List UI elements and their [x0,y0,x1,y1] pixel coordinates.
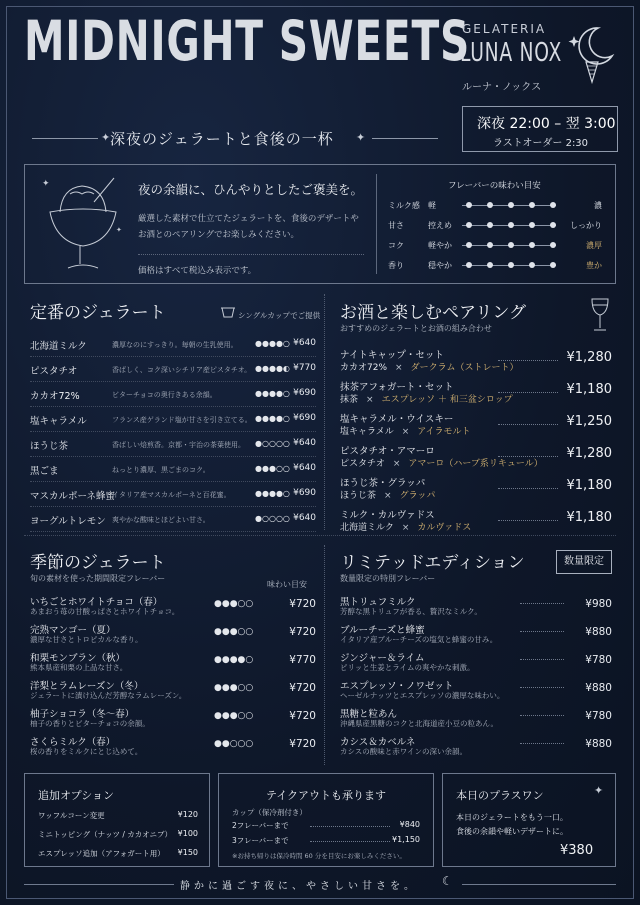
brand-name: LUNA NOX [460,38,563,68]
classic-row-divider [30,406,316,407]
limited-badge: 数量限定 [556,550,612,574]
flavor-scale-dot [529,202,535,208]
flavor-row-right: 豊か [586,261,602,270]
seasonal-item-rating: ●●●●○ [214,655,254,665]
pairing-leader [498,456,558,457]
flavor-scale-dot [487,242,493,248]
takeout-item-name: 3フレーバーまで [232,836,289,845]
pairing-item-name: 抹茶アフォガート・セット [340,382,454,393]
seasonal-item-desc: ジェラートに漬け込んだ芳醇なラムレーズン。 [30,691,187,700]
flavor-row-left: 軽やか [428,241,452,250]
pairing-item-name: 塩キャラメル・ウイスキー [340,414,454,425]
pairing-item-drink: グラッパ [399,491,436,501]
pairing-item-name: ピスタチオ・アマーロ [340,446,435,457]
limited-item-price: ¥780 [585,654,612,666]
flavor-scale-dot [550,222,556,228]
limited-item-price: ¥780 [585,710,612,722]
option-item-price: ¥100 [177,829,198,838]
takeout-item-price: ¥1,150 [392,835,420,844]
takeout-note: ※お持ち帰りは保冷時間 60 分を目安にお楽しみください。 [232,852,406,860]
pairing-item-combo [340,360,518,373]
pairing-item-combo [340,424,470,437]
pairing-item-name: ほうじ茶・グラッパ [340,478,426,489]
classic-item-rating: ●●●●○ [255,489,290,498]
svg-text:✦: ✦ [116,226,122,234]
flavor-scale-dot [466,222,472,228]
flavor-scale-dot [529,262,535,268]
flavor-row-right: 濃厚 [586,241,602,250]
seasonal-item-rating: ●●○○○ [214,739,254,749]
pairing-item-price: ¥1,180 [566,478,612,493]
pairing-leader [498,360,558,361]
classic-item-name: ほうじ茶 [30,441,69,452]
flavor-guide-title: フレーバーの味わい目安 [448,181,541,191]
pairing-item-price: ¥1,250 [566,414,612,429]
flavor-scale-dot [508,262,514,268]
limited-leader [520,603,564,604]
pairing-item-price: ¥1,280 [566,446,612,461]
classic-item-price: ¥690 [293,388,316,398]
classic-item-price: ¥690 [293,413,316,423]
plusone-line-1: 本日のジェラートをもう一口。 [456,813,568,822]
section-divider [24,535,616,536]
classic-row-divider [30,431,316,432]
classic-item-desc: フランス産ゲランド塩が甘さを引き立てる。 [112,416,252,424]
classic-item-name: 塩キャラメル [30,416,87,427]
limited-item-name: エスプレッソ・ノワゼット [340,681,454,692]
footer-rule-right [462,884,616,885]
flavor-row-right: 濃 [594,201,602,210]
flavor-scale-dot [466,262,472,268]
limited-item-name: カシス＆カベルネ [340,737,416,748]
takeout-sub: カップ（保冷剤付き） [232,808,307,817]
plusone-price: ¥380 [560,843,594,858]
classic-row-divider [30,506,316,507]
intro-divider [138,254,364,255]
pairing-times: × [401,523,410,533]
option-item-name: ワッフルコーン変更 [38,811,105,820]
seasonal-item-name: 柚子ショコラ（冬〜春） [30,709,135,720]
limited-leader [520,631,564,632]
classic-row-divider [30,531,316,532]
intro-body-2: お酒とのペアリングでお楽しみください。 [138,230,299,240]
classic-item-desc: 爽やかな酸味とほどよい甘さ。 [112,516,210,524]
limited-leader [520,715,564,716]
flavor-row-left: 穏やか [428,261,452,270]
flavor-scale-dot [550,262,556,268]
seasonal-item-price: ¥720 [289,598,316,610]
classic-item-price: ¥640 [293,438,316,448]
classic-row-divider [30,356,316,357]
limited-item-desc: ピリッと生姜とライムの爽やかな刺激。 [340,663,475,672]
limited-item-name: 黒トリュフミルク [340,597,416,608]
pairing-item-drink: カルヴァドス [417,523,472,533]
column-divider-2 [324,545,325,765]
flavor-row-right: しっかり [570,221,602,230]
footer-text: 静かに過ごす夜に、やさしい甘さを。 [180,881,418,892]
classic-item-rating: ●●●●○ [255,414,290,423]
gelato-glass-icon [36,172,130,276]
pairing-item-name: ミルク・カルヴァドス [340,510,435,521]
pairing-item-gelato: 抹茶 [340,395,359,405]
flavor-scale-dot [550,202,556,208]
hours-text: 深夜 22:00 – 翌 3:00 [477,116,616,132]
classic-item-price: ¥770 [293,363,316,373]
seasonal-item-price: ¥720 [289,738,316,750]
classic-row-divider [30,381,316,382]
seasonal-item-name: いちごとホワイトチョコ（春） [30,597,163,608]
classic-item-name: ピスタチオ [30,366,78,377]
classic-item-rating: ●○○○○ [255,439,290,448]
classic-item-desc: 香ばしく、コク深いシチリア産ピスタチオ。 [112,366,252,374]
pairing-item-combo [340,520,471,533]
page-subtitle: 深夜のジェラートと食後の一杯 [110,130,334,148]
classic-item-rating: ●●●●◐ [255,364,290,373]
flavor-scale-dot [466,202,472,208]
classic-item-rating: ●○○○○ [255,514,290,523]
subtitle-rule-right [372,138,438,139]
classic-item-desc: ねっとり濃厚、黒ごまのコク。 [112,466,210,474]
classic-item-name: ヨーグルトレモン [30,516,106,527]
plusone-title: 本日のプラスワン [456,789,544,802]
seasonal-item-rating: ●●●○○ [214,683,254,693]
limited-item-name: 黒糖と粒あん [340,709,398,720]
limited-leader [520,743,564,744]
classic-item-rating: ●●●●○ [255,339,290,348]
option-item-name: ミニトッピング（ナッツ / カカオニブ） [38,830,173,839]
wine-glass-icon [588,297,612,333]
seasonal-item-name: 洋梨とラムレーズン（冬） [30,681,144,692]
flavor-row-label: ミルク感 [388,201,420,210]
intro-body-1: 厳選した素材で仕立てたジェラートを、食後のデザートや [138,214,359,224]
flavor-scale-dot [529,242,535,248]
limited-sub: 数量限定の特別フレーバー [340,574,436,583]
footer-rule-left [24,884,174,885]
flavor-scale-dot [466,242,472,248]
flavor-scale-dot [508,202,514,208]
svg-text:✦: ✦ [42,179,50,189]
pairing-item-combo [340,456,543,469]
flavor-row-label: 甘さ [388,221,404,230]
pairing-item-combo [340,488,435,501]
takeout-title: テイクアウトも承ります [265,789,386,802]
pairing-times: × [395,363,403,373]
pairing-leader [498,520,558,521]
classic-item-desc: 濃厚なのにすっきり。毎朝の生乳使用。 [112,341,238,349]
moon-icon: ☾ [442,874,453,888]
limited-item-name: ブルーチーズと蜂蜜 [340,625,425,636]
classic-item-rating: ●●●○○ [255,464,290,473]
option-item-price: ¥150 [177,848,198,857]
tax-note: 価格はすべて税込み表示です。 [138,266,257,276]
seasonal-item-name: 和栗モンブラン（秋） [30,653,126,664]
seasonal-item-name: 完熟マンゴー（夏） [30,625,116,636]
limited-item-price: ¥880 [585,682,612,694]
classic-item-desc: イタリア産マスカルポーネと百花蜜。 [112,491,231,499]
intro-heading: 夜の余韻に、ひんやりとしたご褒美を。 [138,182,364,197]
limited-item-desc: 芳醇な黒トリュフが香る、贅沢なミルク。 [340,607,482,616]
hours-box [462,106,618,152]
pairing-times: × [384,491,392,501]
flavor-row-left: 軽 [428,201,436,210]
pairing-item-combo [340,392,513,405]
pairing-times: × [401,427,410,437]
classic-item-name: カカオ72% [30,391,80,402]
pairing-item-gelato: カカオ72% [340,363,388,373]
pairing-leader [498,424,558,425]
classic-item-name: 黒ごま [30,466,59,477]
cup-icon [220,305,236,319]
classic-item-price: ¥690 [293,488,316,498]
pairing-item-price: ¥1,280 [566,350,612,365]
pairing-times: × [392,459,401,469]
pairing-times: × [366,395,374,405]
seasonal-item-rating: ●●●○○ [214,711,254,721]
flavor-scale-dot [550,242,556,248]
classic-item-price: ¥640 [293,463,316,473]
flavor-scale-dot [487,202,493,208]
seasonal-sub: 旬の素材を使った期間限定フレーバー [30,574,166,583]
seasonal-item-desc: 濃厚な甘さとトロピカルな香り。 [30,635,143,644]
classic-item-rating: ●●●●○ [255,389,290,398]
classic-note: シングルカップでご提供 [238,311,321,320]
classic-row-divider [30,481,316,482]
pairing-sub: おすすめのジェラートとお酒の組み合わせ [340,324,492,333]
limited-item-desc: 沖縄県産黒糖のコクと北海道産小豆の粒あん。 [340,719,498,728]
pairing-item-gelato: 北海道ミルク [340,523,394,533]
classic-item-desc: 香ばしい焙煎香。京都・宇治の茶葉使用。 [112,441,245,449]
flavor-row-left: 控えめ [428,221,452,230]
diamond-icon: ✦ [101,131,111,144]
seasonal-item-desc: 熊本県産和栗の上品な甘さ。 [30,663,128,672]
seasonal-item-price: ¥770 [289,654,316,666]
subtitle-rule-left [32,138,98,139]
classic-item-name: 北海道ミルク [30,341,87,352]
diamond-icon: ✦ [356,131,366,144]
flavor-scale-dot [487,262,493,268]
limited-leader [520,687,564,688]
seasonal-item-name: さくらミルク（春） [30,737,116,748]
column-divider [324,294,325,530]
classic-title: 定番のジェラート [30,303,166,323]
limited-item-desc: カシスの酸味と赤ワインの深い余韻。 [340,747,468,756]
pairing-item-name: ナイトキャップ・セット [340,350,444,361]
seasonal-item-rating: ●●●○○ [214,627,254,637]
seasonal-column-header: 味わい目安 [267,580,307,589]
page-title: MIDNIGHT SWEETS [24,9,471,73]
pairing-item-price: ¥1,180 [566,382,612,397]
seasonal-item-price: ¥720 [289,682,316,694]
takeout-leader [310,826,390,827]
pairing-item-drink: アイラモルト [417,427,471,437]
seasonal-item-price: ¥720 [289,626,316,638]
pairing-leader [498,488,558,489]
seasonal-item-price: ¥720 [289,710,316,722]
brand-small: GELATERIA [462,22,547,36]
plusone-line-2: 食後の余韻や軽いデザートに。 [456,827,568,836]
classic-item-price: ¥640 [293,338,316,348]
flavor-scale-dot [487,222,493,228]
limited-item-name: ジンジャー＆ライム [340,653,425,664]
flavor-row-label: コク [388,241,404,250]
flavor-scale-dot [508,222,514,228]
seasonal-item-desc: 桜の香りをミルクにとじ込めて。 [30,747,143,756]
limited-leader [520,659,564,660]
pairing-item-price: ¥1,180 [566,510,612,525]
flavor-scale-dot [529,222,535,228]
limited-item-price: ¥880 [585,626,612,638]
limited-title: リミテッドエディション [340,553,525,573]
pairing-item-drink: エスプレッソ ＋ 和三盆シロップ [381,395,513,405]
seasonal-item-desc: 柚子の香りとビターチョコの余韻。 [30,719,150,728]
classic-item-price: ¥640 [293,513,316,523]
pairing-item-gelato: ほうじ茶 [340,491,377,501]
last-order-text: ラストオーダー 2:30 [493,138,589,149]
limited-item-desc: イタリア産ブルーチーズの塩気と蜂蜜の甘み。 [340,635,498,644]
seasonal-item-rating: ●●●○○ [214,599,254,609]
pairing-item-gelato: ピスタチオ [340,459,385,469]
pairing-item-drink: ダークラム（ストレート） [410,363,519,373]
classic-item-name: マスカルポーネ蜂蜜 [30,491,116,502]
takeout-leader [310,841,390,842]
limited-item-price: ¥880 [585,738,612,750]
brand-kana: ルーナ・ノックス [462,82,542,93]
option-item-name: エスプレッソ追加（アフォガート用） [38,849,165,858]
classic-row-divider [30,456,316,457]
classic-item-desc: ビターチョコの奥行きある余韻。 [112,391,217,399]
option-item-price: ¥120 [177,810,198,819]
pairing-item-drink: アマーロ（ハーブ系リキュール） [408,459,543,469]
takeout-item-name: 2フレーバーまで [232,821,289,830]
flavor-row-label: 香り [388,261,404,270]
sparkle-icon: ✦ [594,784,604,797]
limited-item-price: ¥980 [585,598,612,610]
pairing-item-gelato: 塩キャラメル [340,427,394,437]
takeout-item-price: ¥840 [399,820,420,829]
moon-cone-logo-icon [564,24,620,86]
seasonal-title: 季節のジェラート [30,553,166,573]
pairing-leader [498,392,558,393]
limited-item-desc: ヘーゼルナッツとエスプレッソの濃厚な味わい。 [340,691,505,700]
intro-vertical-divider [376,174,377,274]
pairing-title: お酒と楽しむペアリング [340,303,526,323]
flavor-scale-dot [508,242,514,248]
options-title: 追加オプション [38,789,115,802]
seasonal-item-desc: あまおう苺の甘酸っぱさとホワイトチョコ。 [30,607,180,616]
